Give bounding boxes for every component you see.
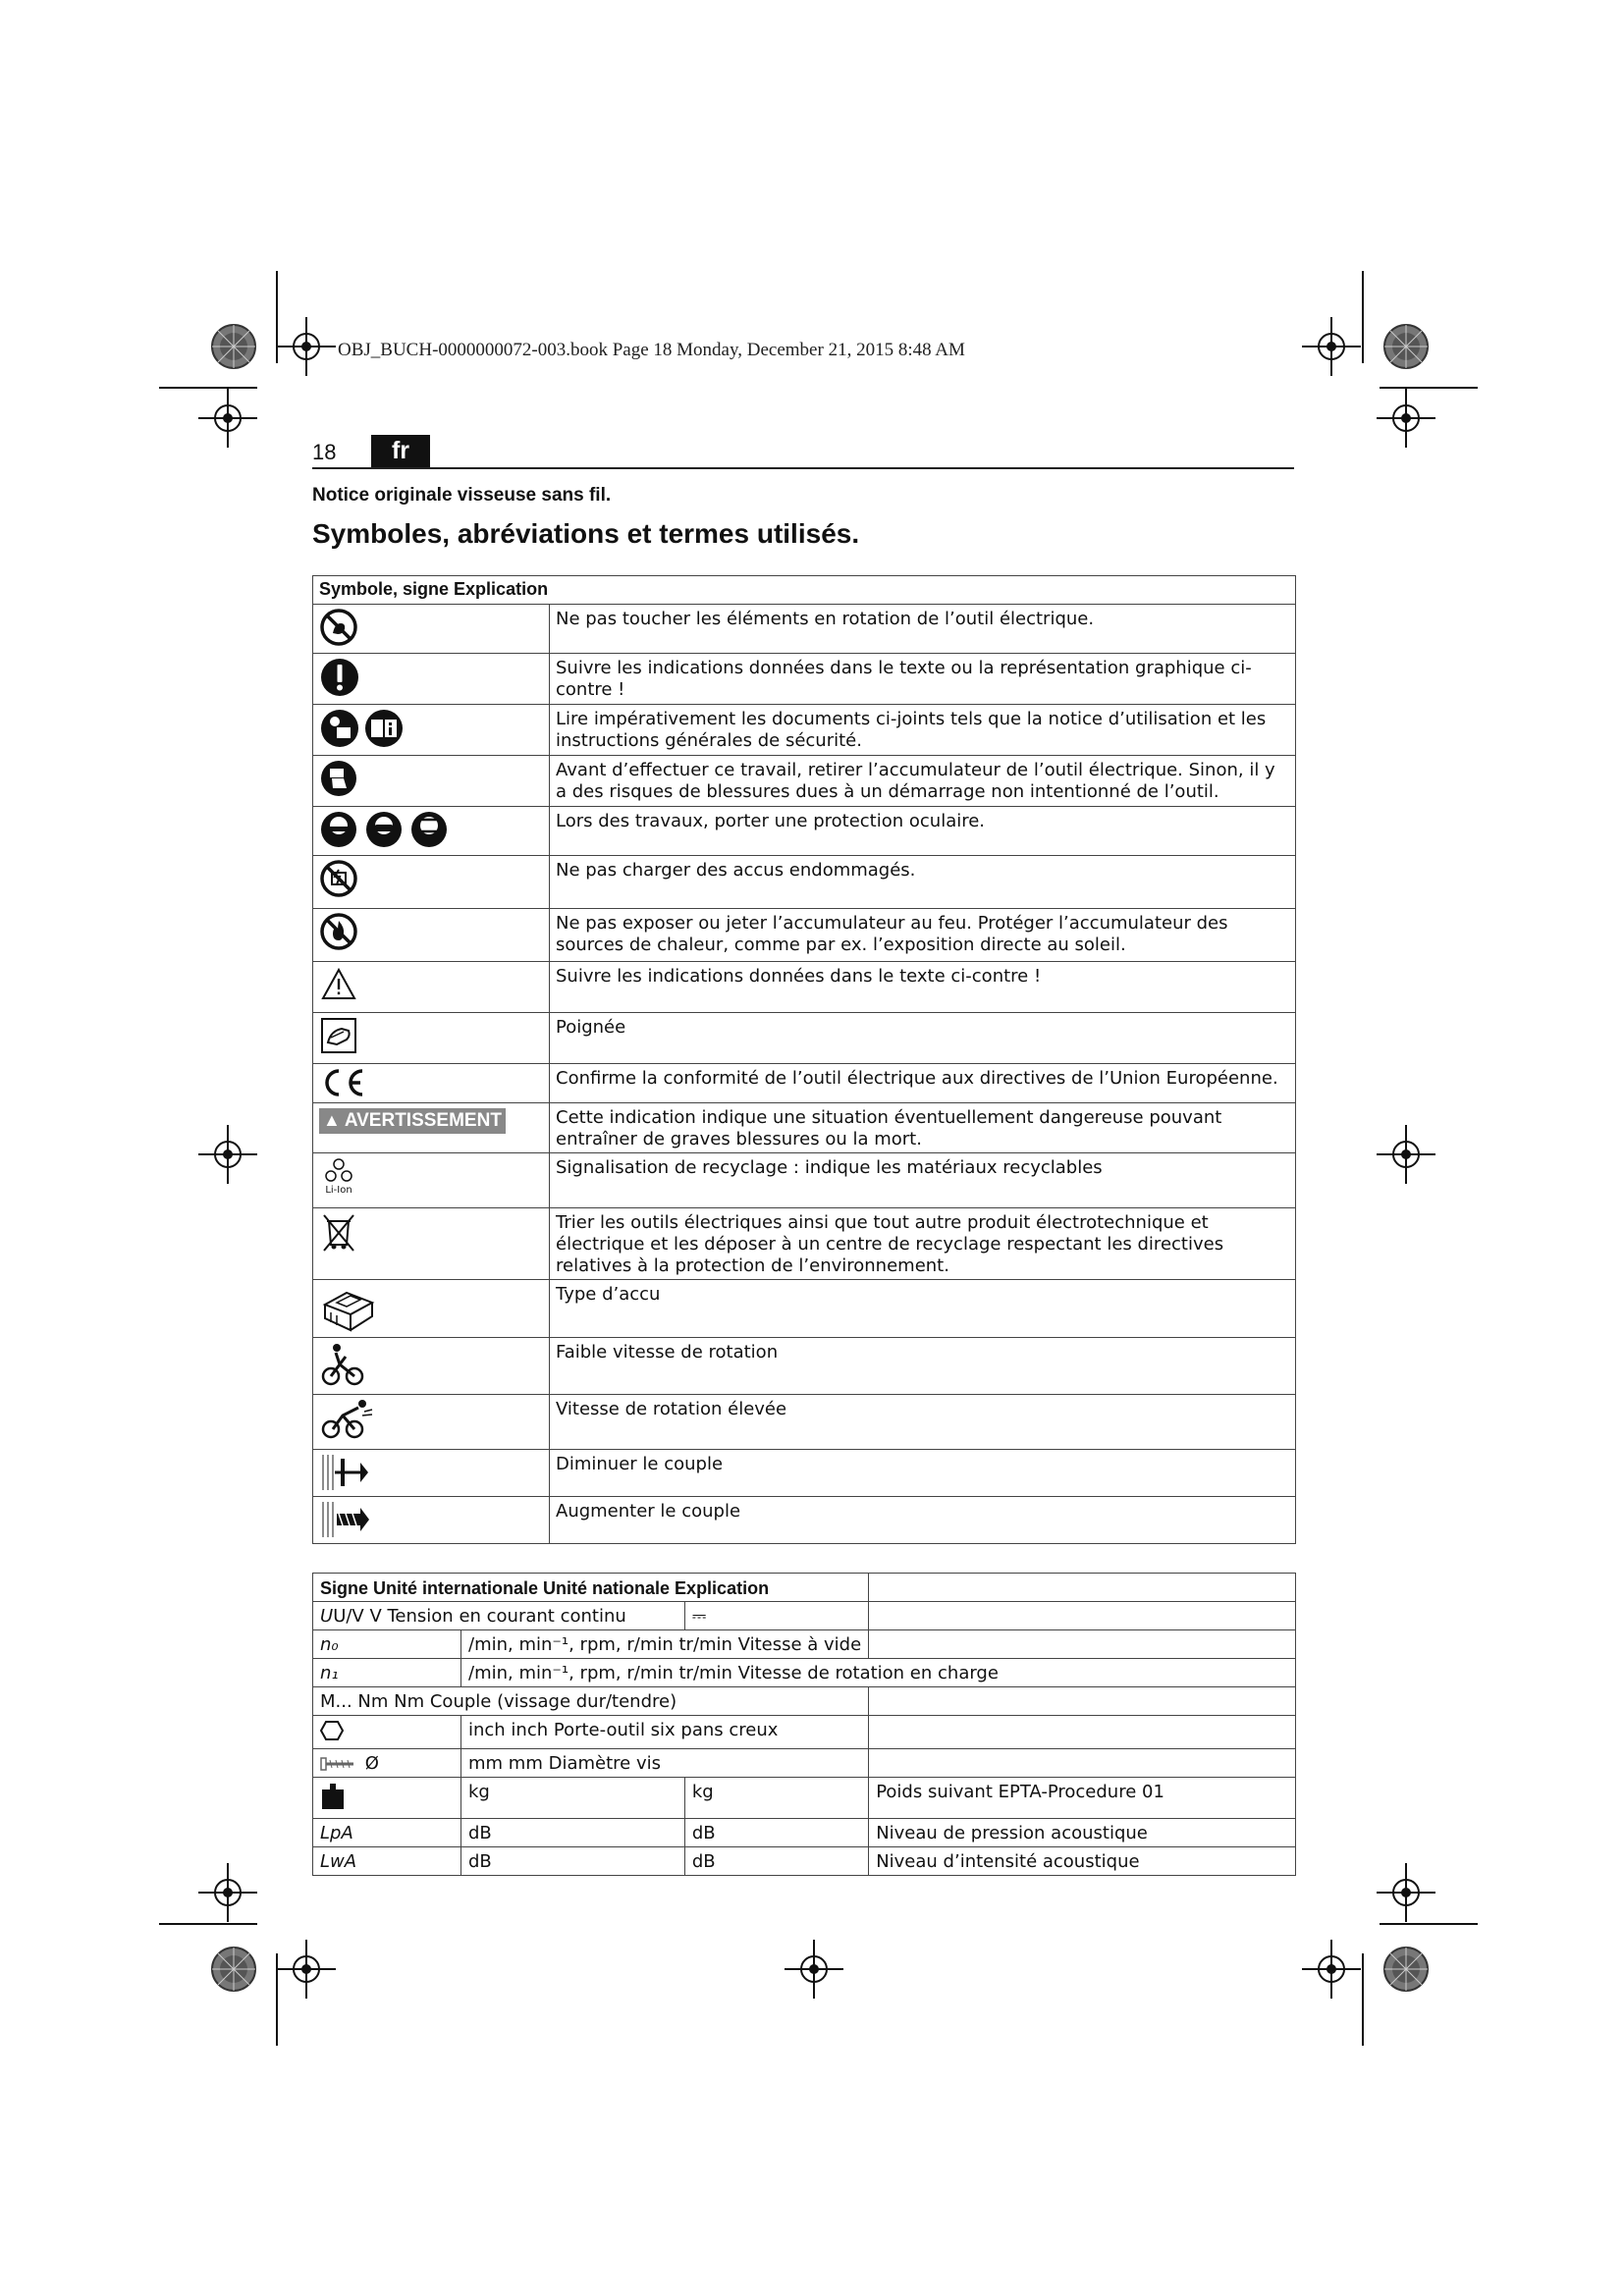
explanation-cell: Suivre les indications données dans le texte ou la représentation graphique ci-contre !	[550, 654, 1296, 705]
explanation-cell: Augmenter le couple	[550, 1497, 1296, 1544]
table-row	[313, 1819, 1296, 1847]
units-table	[312, 1573, 1296, 1876]
decrease-torque-icon	[319, 1453, 372, 1492]
table-row	[313, 1103, 1296, 1153]
table-cell: dB	[461, 1819, 685, 1847]
unit-voltage-symbol: U	[320, 1606, 334, 1627]
table-header-row	[313, 576, 1296, 605]
table-cell	[313, 1716, 461, 1749]
explanation-cell: Ne pas exposer ou jeter l’accumulateur au feu. Protéger l’accumulateur des sources de chaleur, comme par ex. l’exposition directe au soleil.	[550, 909, 1296, 962]
language-tag: fr	[371, 435, 430, 467]
dc-symbol-cell: ⎓	[684, 1602, 868, 1630]
fast-bicycle-icon	[319, 1398, 374, 1441]
table-cell	[313, 1749, 461, 1778]
table-cell	[869, 1602, 1296, 1630]
symbol-cell	[313, 1013, 550, 1064]
table-cell: LpA	[313, 1819, 461, 1847]
table-cell	[869, 1716, 1296, 1749]
table-cell: M... Nm Nm Couple (vissage dur/tendre)	[313, 1687, 869, 1716]
symbol-cell	[313, 756, 550, 807]
unit-voltage-desc: U/V V Tension en courant continu	[333, 1606, 626, 1627]
document-subtitle: Notice originale visseuse sans fil.	[312, 485, 612, 506]
recycling-liion-icon	[319, 1156, 358, 1196]
table-row	[313, 962, 1296, 1013]
table-row	[313, 1847, 1296, 1876]
table-row	[313, 1280, 1296, 1338]
screw-icon	[320, 1755, 359, 1773]
table-header: Signe Unité internationale Unité nationale Explication	[313, 1574, 869, 1602]
symbol-cell	[313, 654, 550, 705]
increase-torque-icon	[319, 1500, 372, 1539]
no-fire-icon	[319, 912, 358, 951]
table-row	[313, 1749, 1296, 1778]
slow-bicycle-icon	[319, 1341, 366, 1388]
table-row	[313, 756, 1296, 807]
table-cell	[869, 1687, 1296, 1716]
table-header: Symbole, signe Explication	[313, 576, 1296, 605]
table-cell	[869, 1630, 1296, 1659]
table-row	[313, 807, 1296, 856]
crossed-bin-icon	[319, 1211, 358, 1255]
warning-triangle-icon	[319, 965, 358, 1004]
table-row	[313, 1716, 1296, 1749]
symbol-cell	[313, 962, 550, 1013]
table-cell	[869, 1574, 1296, 1602]
warning-label: AVERTISSEMENT	[344, 1110, 502, 1131]
explanation-cell: Confirme la conformité de l’outil électrique aux directives de l’Union Européenne.	[550, 1064, 1296, 1103]
explanation-cell: Ne pas toucher les éléments en rotation de l’outil électrique.	[550, 605, 1296, 654]
symbol-cell	[313, 1064, 550, 1103]
symbol-cell	[313, 807, 550, 856]
explanation-cell: Poignée	[550, 1013, 1296, 1064]
table-header-row	[313, 1574, 1296, 1602]
read-manual-icon	[319, 708, 407, 749]
table-row	[313, 1687, 1296, 1716]
recycling-label: Li-Ion	[325, 1185, 352, 1196]
diameter-symbol: Ø	[364, 1753, 379, 1774]
explanation-cell: Lire impérativement les documents ci-joints tels que la notice d’utilisation et les instructions générales de sécurité.	[550, 705, 1296, 756]
handle-icon	[319, 1016, 358, 1055]
symbol-cell	[313, 1497, 550, 1544]
table-cell: inch inch Porte-outil six pans creux	[461, 1716, 869, 1749]
explanation-cell: Avant d’effectuer ce travail, retirer l’accumulateur de l’outil électrique. Sinon, il y a des risques de blessures dues à un démarrage non intentionné de l’outil.	[550, 756, 1296, 807]
table-row	[313, 1450, 1296, 1497]
print-slug: OBJ_BUCH-0000000072-003.book Page 18 Monday, December 21, 2015 8:48 AM	[338, 340, 965, 360]
table-cell	[869, 1749, 1296, 1778]
header-rule	[312, 467, 1294, 469]
battery-pack-icon	[319, 1283, 378, 1334]
explanation-cell: Type d’accu	[550, 1280, 1296, 1338]
table-cell: Niveau d’intensité acoustique	[869, 1847, 1296, 1876]
table-row	[313, 1778, 1296, 1819]
table-row	[313, 1208, 1296, 1280]
table-row	[313, 1013, 1296, 1064]
symbol-cell	[313, 1338, 550, 1395]
table-cell: dB	[684, 1847, 868, 1876]
table-cell: dB	[684, 1819, 868, 1847]
table-row	[313, 605, 1296, 654]
table-row	[313, 1630, 1296, 1659]
table-cell: kg	[461, 1778, 685, 1819]
table-cell: /min, min⁻¹, rpm, r/min tr/min Vitesse à vide	[461, 1630, 869, 1659]
explanation-cell: Diminuer le couple	[550, 1450, 1296, 1497]
table-row	[313, 1602, 1296, 1630]
mandatory-exclamation-icon	[319, 657, 360, 698]
symbol-cell	[313, 1103, 550, 1153]
no-charge-damaged-battery-icon	[319, 859, 358, 898]
symbol-cell	[313, 856, 550, 909]
table-row	[313, 1338, 1296, 1395]
remove-battery-icon	[319, 759, 358, 798]
table-cell	[313, 1778, 461, 1819]
warning-label-icon	[319, 1108, 506, 1134]
symbol-cell	[313, 705, 550, 756]
explanation-cell: Lors des travaux, porter une protection oculaire.	[550, 807, 1296, 856]
explanation-cell: Cette indication indique une situation éventuellement dangereuse pouvant entraîner de graves blessures ou la mort.	[550, 1103, 1296, 1153]
table-row	[313, 1064, 1296, 1103]
table-cell	[313, 1602, 685, 1630]
table-row	[313, 1497, 1296, 1544]
symbol-cell	[313, 1153, 550, 1208]
table-row	[313, 909, 1296, 962]
symbol-cell	[313, 1280, 550, 1338]
table-cell: kg	[684, 1778, 868, 1819]
warning-triangle-glyph: ▲	[323, 1110, 341, 1130]
page-number: 18	[312, 440, 337, 464]
symbol-cell	[313, 909, 550, 962]
explanation-cell: Signalisation de recyclage : indique les matériaux recyclables	[550, 1153, 1296, 1208]
table-row	[313, 856, 1296, 909]
table-cell: /min, min⁻¹, rpm, r/min tr/min Vitesse de rotation en charge	[461, 1659, 1296, 1687]
symbols-table	[312, 575, 1296, 1544]
symbol-cell	[313, 1208, 550, 1280]
eye-protection-icon	[319, 810, 453, 849]
table-row	[313, 705, 1296, 756]
table-cell: n₀	[313, 1630, 461, 1659]
table-cell: mm mm Diamètre vis	[461, 1749, 869, 1778]
table-cell: n₁	[313, 1659, 461, 1687]
explanation-cell: Faible vitesse de rotation	[550, 1338, 1296, 1395]
explanation-cell: Vitesse de rotation élevée	[550, 1395, 1296, 1450]
symbol-cell	[313, 1395, 550, 1450]
no-touch-rotating-icon	[319, 608, 358, 647]
table-cell: dB	[461, 1847, 685, 1876]
symbol-cell	[313, 605, 550, 654]
explanation-cell: Trier les outils électriques ainsi que tout autre produit électrotechnique et électrique et les déposer à un centre de recyclage respectant les directives relatives à la protection de l’environnement.	[550, 1208, 1296, 1280]
table-cell: Niveau de pression acoustique	[869, 1819, 1296, 1847]
table-cell: Poids suivant EPTA-Procedure 01	[869, 1778, 1296, 1819]
table-row	[313, 1659, 1296, 1687]
table-row	[313, 1395, 1296, 1450]
table-row	[313, 1153, 1296, 1208]
table-row	[313, 654, 1296, 705]
explanation-cell: Suivre les indications données dans le texte ci-contre !	[550, 962, 1296, 1013]
hexagon-socket-icon	[320, 1720, 344, 1741]
ce-mark-icon	[319, 1067, 366, 1098]
weight-icon	[320, 1782, 346, 1811]
explanation-cell: Ne pas charger des accus endommagés.	[550, 856, 1296, 909]
table-cell: LwA	[313, 1847, 461, 1876]
section-title: Symboles, abréviations et termes utilisés.	[312, 518, 860, 549]
symbol-cell	[313, 1450, 550, 1497]
